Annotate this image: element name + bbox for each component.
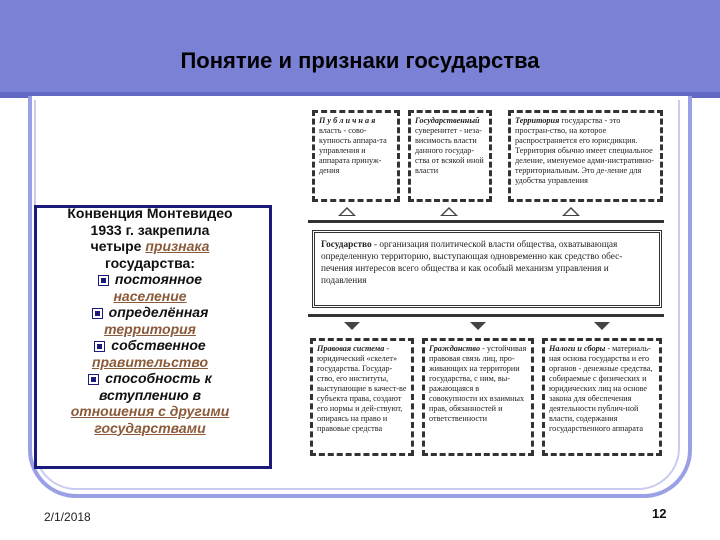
item-text: постоянное	[114, 271, 203, 287]
page-number: 12	[652, 506, 667, 521]
arrow-up-icon	[440, 207, 458, 216]
list-item-link-row	[34, 354, 266, 371]
territory-box	[508, 110, 663, 202]
arrow-up-icon	[338, 207, 356, 216]
item-text: способность к вступлению в	[98, 370, 212, 403]
legal-system-box	[310, 338, 414, 456]
signs-link[interactable]: признака	[145, 238, 210, 254]
relations-link[interactable]: отношения с другими государствами	[70, 403, 230, 436]
list-item-link-row	[34, 321, 266, 338]
definition-heading: Государство	[321, 240, 372, 250]
definition-text: - организация политической власти общества, охватывающая определенную территорию, выступающая одновременно как средство обес-печения интересов всего общества и как особый механизм управления и подавления	[321, 240, 623, 286]
state-definition-box	[312, 230, 662, 308]
square-bullet-icon	[88, 374, 99, 385]
arrow-down-icon	[470, 322, 486, 330]
box-heading: Государственный	[415, 116, 480, 125]
intro-line: 1933 г. закрепила	[90, 221, 210, 238]
taxes-box	[542, 338, 662, 456]
list-item	[34, 271, 266, 288]
square-bullet-icon	[94, 341, 105, 352]
header-band	[0, 0, 720, 92]
divider-line	[308, 220, 664, 223]
list-item-link-row	[34, 403, 266, 436]
textbook-diagram	[300, 100, 672, 470]
list-item	[34, 337, 266, 354]
box-heading: Территория	[515, 116, 560, 125]
square-bullet-icon	[92, 308, 103, 319]
intro-line	[34, 238, 266, 255]
list-item-link-row	[34, 288, 266, 305]
square-bullet-icon	[98, 275, 109, 286]
item-text: определённая	[108, 304, 209, 320]
arrow-down-icon	[594, 322, 610, 330]
box-heading: Правовая система	[317, 344, 385, 353]
arrow-up-icon	[562, 207, 580, 216]
box-heading: Гражданство	[429, 344, 481, 353]
box-text: государства - это простран-ство, на которое распространяется его юрисдикция. Территория обычно имеет специальное деление, именуемое адми-нистративно-территориальным. Это де-ление для удобства управления	[515, 116, 654, 185]
box-text: суверенитет - неза-висимость власти данного государ-ства от всякой иной власти	[415, 126, 484, 175]
intro-word: четыре	[90, 238, 142, 254]
list-item	[34, 304, 266, 321]
population-link[interactable]: население	[113, 287, 187, 304]
intro-line: Конвенция Монтевидео	[67, 205, 233, 221]
sovereignty-box	[408, 110, 492, 202]
public-power-box	[312, 110, 400, 202]
divider-line	[308, 314, 664, 317]
box-heading: П у б л и ч н а я	[319, 116, 376, 125]
citizenship-box	[422, 338, 534, 456]
box-text: власть - сово-купность аппара-та управления и аппарата принуж-дения	[319, 126, 387, 175]
arrow-down-icon	[344, 322, 360, 330]
box-heading: Налоги и сборы	[549, 344, 606, 353]
montevideo-text	[34, 205, 266, 436]
slide-title: Понятие и признаки государства	[180, 48, 540, 73]
box-text: - юридический «скелет» государства. Государ-ство, его институты, выступающие в качест-ве субъекта права, создают его нормы и дей-ствуют, опираясь на право и правовые средства	[317, 344, 407, 433]
item-text: собственное	[111, 337, 206, 353]
slide-date: 2/1/2018	[44, 510, 91, 524]
territory-link[interactable]: территория	[104, 320, 196, 337]
intro-line: государства:	[105, 254, 195, 271]
box-text: - материаль-ная основа государства и его органов - денежные средства, собираемые с физических и юридических лиц на основе закона для обеспечения деятельности публич-ной власти, содержания государственного аппарата	[549, 344, 653, 433]
box-text: - устойчивая правовая связь лиц, про-живающих на территории государства, с ним, вы-ражающаяся в совокупности их взаимных прав, обязанностей и ответственности	[429, 344, 527, 423]
list-item	[34, 370, 266, 403]
government-link[interactable]: правительство	[91, 353, 209, 370]
